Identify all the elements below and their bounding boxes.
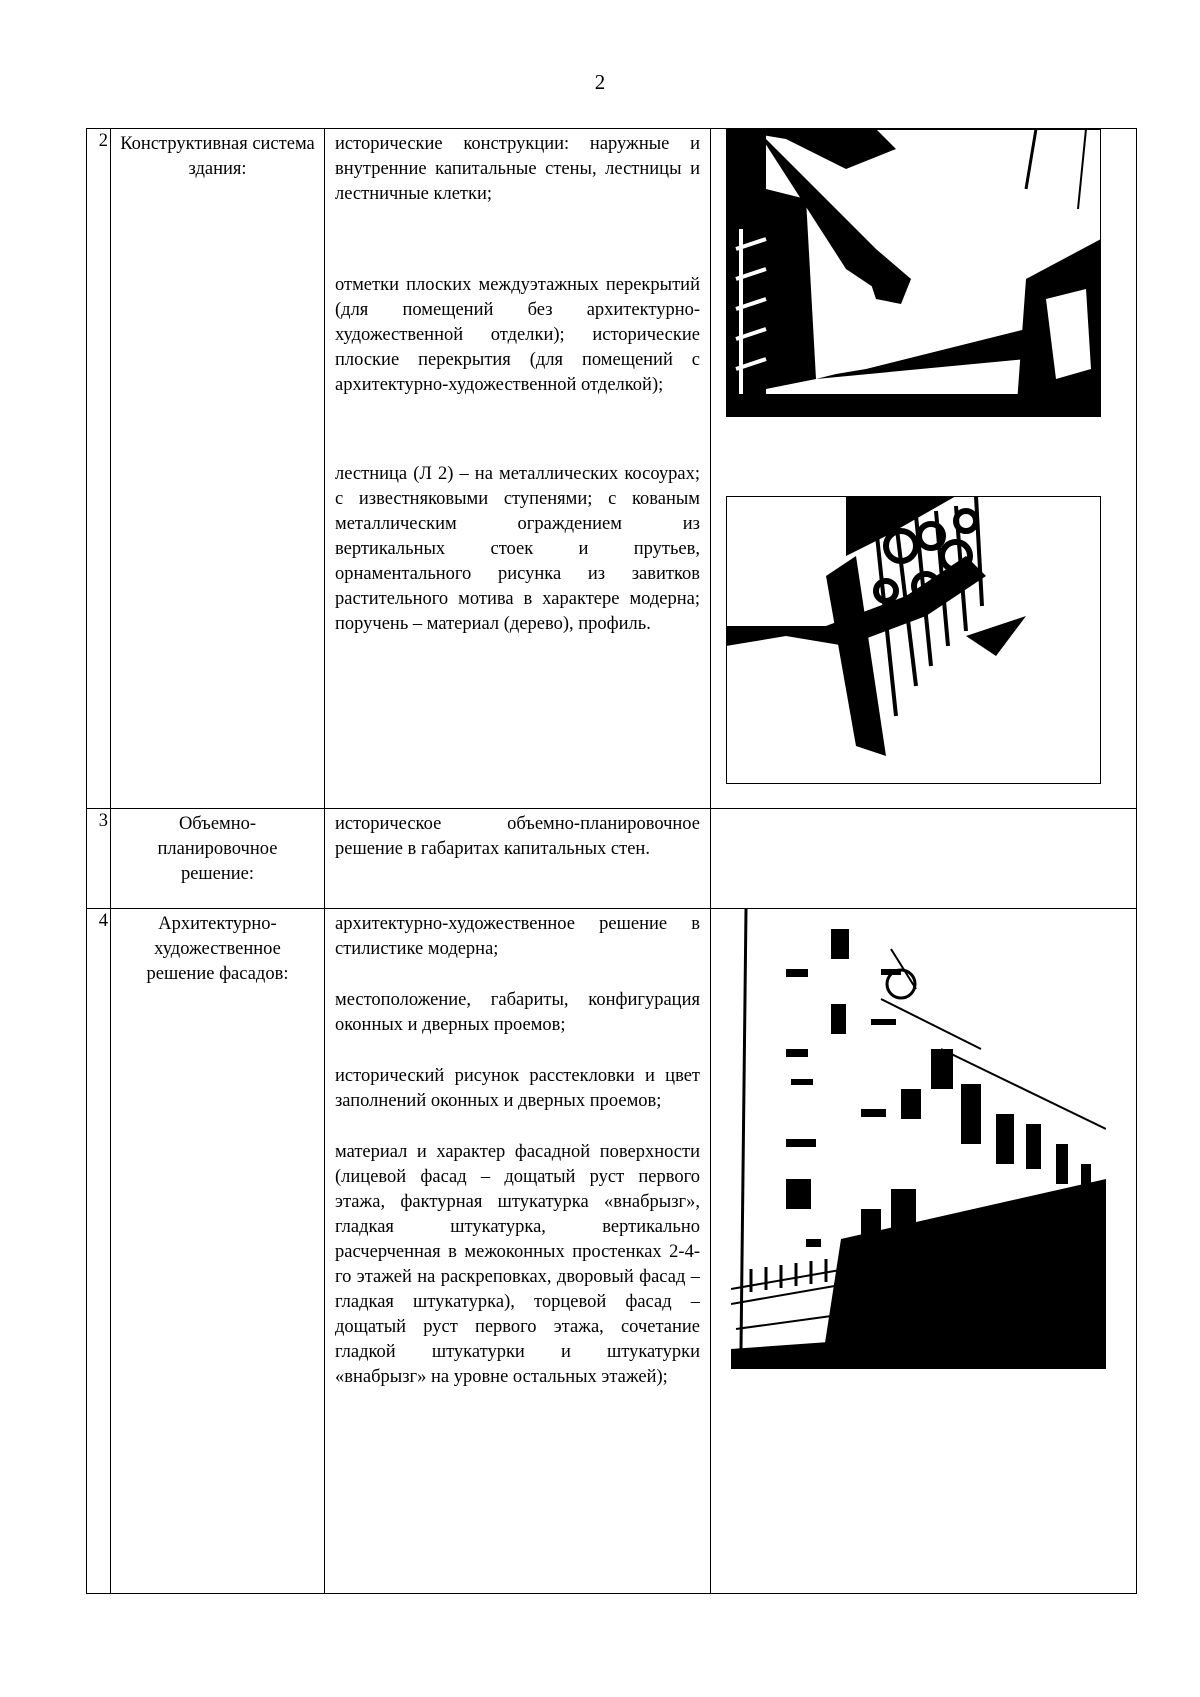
row-description	[325, 809, 711, 909]
paragraph: лестница (Л 2) – на металлических косоурах; с известняковыми ступенями; с кованым металлическим ограждением из вертикальных стоек и прутьев, орнаментального рисунка из завитков растительного мотива в характере модерна; поручень – материал (дерево), профиль.	[335, 464, 700, 634]
paragraph: местоположение, габариты, конфигурация оконных и дверных проемов;	[335, 990, 700, 1035]
paragraph: исторические конструкции: наружные и внутренние капитальные стены, лестницы и лестничные клетки;	[335, 134, 700, 204]
table-row	[87, 129, 1137, 809]
photo-cell	[711, 909, 1137, 1594]
row-number: 3	[87, 809, 111, 909]
protected-features-table	[86, 128, 1137, 1594]
facade-photo	[731, 909, 1106, 1369]
railing-photo	[726, 496, 1101, 784]
page-number: 2	[594, 70, 606, 94]
paragraph: материал и характер фасадной поверхности (лицевой фасад – дощатый руст первого этажа, фактурная штукатурка «внабрызг», гладкая штукатурка, вертикально расчерченная в межоконных простенках 2-4-го этажей на раскреповках, дворовый фасад – гладкая штукатурка), торцевой фасад – дощатый руст первого этажа, сочетание гладкой штукатурки и штукатурки «внабрызг» на уровне остальных этажей);	[335, 1142, 700, 1387]
photo-cell-empty	[711, 809, 1137, 909]
row-number: 2	[87, 129, 111, 809]
paragraph: отметки плоских междуэтажных перекрытий (для помещений без архитектурно-художественной отделки); исторические плоские перекрытия (для помещений с архитектурно-художественной отделкой);	[335, 275, 700, 395]
table-row	[87, 809, 1137, 909]
paragraph: историческое объемно-планировочное решение в габаритах капитальных стен.	[335, 814, 700, 859]
paragraph: исторический рисунок расстекловки и цвет заполнений оконных и дверных проемов;	[335, 1066, 700, 1111]
staircase-photo	[726, 129, 1101, 417]
row-title: Архитектурно-художественное решение фасадов:	[111, 909, 325, 1594]
table-row	[87, 909, 1137, 1594]
row-title: Объемно-планировочное решение:	[111, 809, 325, 909]
row-number: 4	[87, 909, 111, 1594]
paragraph: архитектурно-художественное решение в стилистике модерна;	[335, 914, 700, 959]
row-title: Конструктивная система здания:	[111, 129, 325, 809]
row-description	[325, 909, 711, 1594]
row-description	[325, 129, 711, 809]
photo-cell	[711, 129, 1137, 809]
